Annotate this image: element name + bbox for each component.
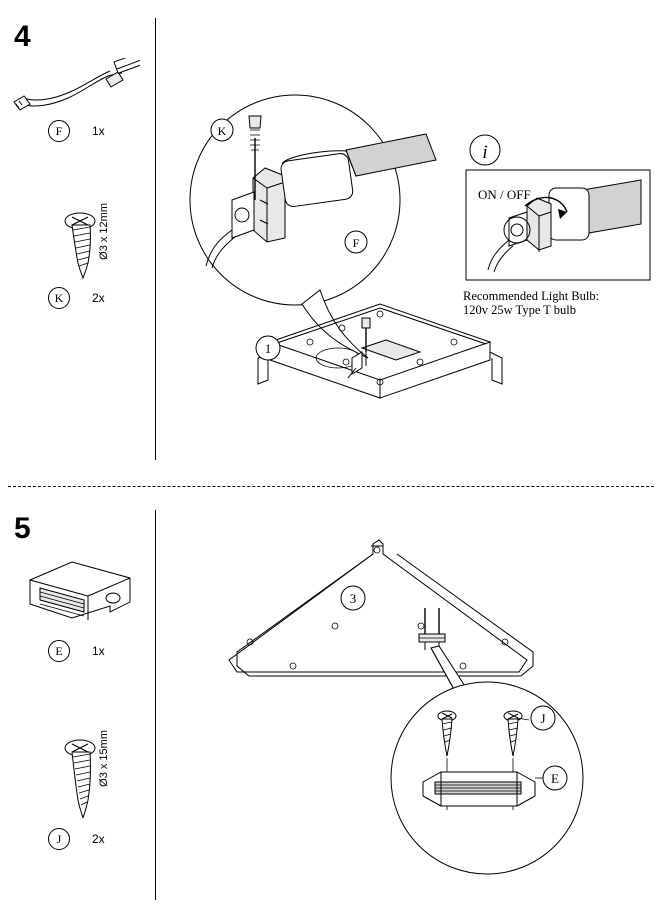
step-separator <box>8 486 654 487</box>
info-box <box>463 132 653 318</box>
part-qty-k: 2x <box>92 291 105 305</box>
info-badge-icon: i <box>482 142 488 163</box>
step-number: 5 <box>14 512 31 545</box>
detail-label-k: K <box>217 124 227 138</box>
part-k-dimension: Ø3 x 12mm <box>98 203 110 260</box>
part-j-illustration <box>10 732 120 850</box>
panel-3 <box>229 540 533 676</box>
part-k-illustration <box>10 205 120 309</box>
part-id-k: K <box>48 287 70 309</box>
part-id-e: E <box>48 640 70 662</box>
panel-1 <box>256 302 502 432</box>
step5-main-diagram <box>195 530 645 916</box>
info-note-line1: Recommended Light Bulb: <box>463 289 600 303</box>
panel-label-1: 1 <box>264 341 272 356</box>
column-divider <box>155 18 156 460</box>
part-qty-j: 2x <box>92 832 105 846</box>
power-cord-icon <box>10 58 140 118</box>
part-e-illustration <box>18 554 138 662</box>
step-5 <box>0 492 662 916</box>
part-f-illustration <box>10 58 140 142</box>
part-id-f: F <box>48 120 70 142</box>
info-note-line2: 120v 25w Type T bulb <box>463 303 577 317</box>
panel-label-3: 3 <box>349 591 357 606</box>
part-j-dimension: Ø3 x 15mm <box>98 730 110 787</box>
on-off-label: ON / OFF <box>478 187 531 202</box>
detail-label-e: E <box>551 771 559 786</box>
part-qty-e: 1x <box>92 644 105 658</box>
detail-label-j: J <box>540 711 546 726</box>
column-divider <box>155 510 156 900</box>
detail-label-f: F <box>352 236 360 250</box>
latch-block-icon <box>18 554 138 634</box>
step-number: 4 <box>14 20 31 53</box>
part-qty-f: 1x <box>92 124 105 138</box>
part-id-j: J <box>48 828 70 850</box>
